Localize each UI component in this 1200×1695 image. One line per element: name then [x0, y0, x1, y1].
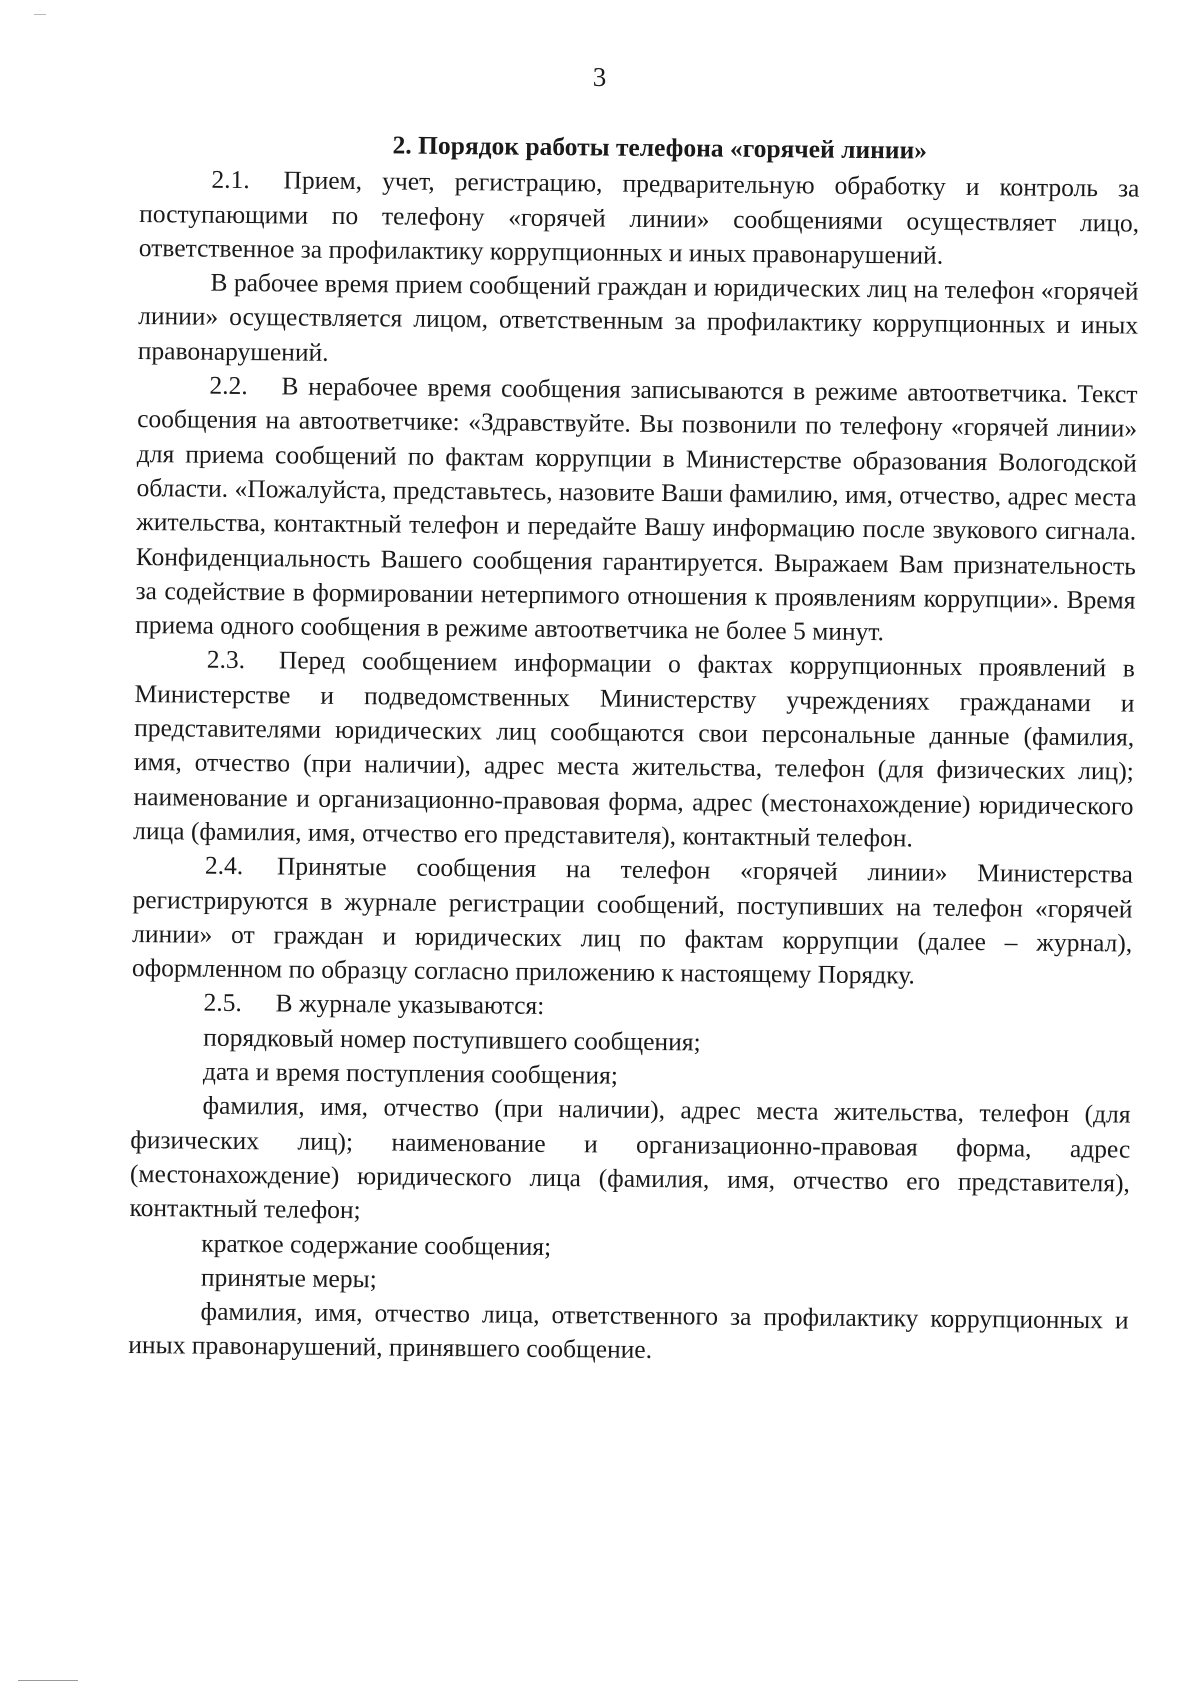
- journal-item: дата и время поступления сообщения;: [202, 1056, 619, 1090]
- document-body: [128, 126, 1140, 1372]
- paragraph-number: 2.2.: [209, 370, 248, 401]
- journal-item: фамилия, имя, отчество (при наличии), адрес места жительства, телефон (для физических лиц); наименование и организационно-правовая форма, адрес (местонахождение) юридического лица (фамилия, имя, отчество его представителя), контактный телефон;: [129, 1090, 1131, 1225]
- scan-edge-mark: [34, 14, 46, 15]
- scan-edge-mark: [18, 1680, 78, 1681]
- journal-item: фамилия, имя, отчество лица, ответственного за профилактику коррупционных и иных правонарушений, принявшего сообщение.: [128, 1296, 1129, 1365]
- paragraph-text: В журнале указываются:: [275, 988, 545, 1021]
- paragraph-number: 2.5.: [203, 988, 242, 1018]
- paragraph-2-1: [139, 162, 1140, 274]
- paragraph-text: Прием, учет, регистрацию, предварительную обработку и контроль за поступающими по телефону «горячей линии» сообщениями осуществляет лицо, ответственное за профилактику коррупционных и иных правонарушений.: [138, 165, 1140, 270]
- paragraph-2-4: [132, 848, 1133, 995]
- journal-item: порядковый номер поступившего сообщения;: [203, 1022, 701, 1057]
- paragraph-number: 2.3.: [206, 645, 246, 675]
- paragraph-number: 2.1.: [211, 164, 250, 195]
- journal-item: краткое содержание сообщения;: [201, 1228, 552, 1261]
- section-title: 2. Порядок работы телефона «горячей линии»: [392, 130, 928, 165]
- page-number: 3: [592, 62, 608, 92]
- paragraph-number: 2.4.: [204, 850, 244, 881]
- paragraph-text: Принятые сообщения на телефон «горячей линии» Министерства регистрируются в журнале регистрации сообщений, поступивших на телефон «горячей линии» от граждан и юридических лиц по фактам коррупции (далее – журнал), оформленном по образцу согласно приложению к настоящему Порядку.: [131, 851, 1134, 990]
- paragraph-2-3: [133, 642, 1135, 857]
- paragraph-text: Перед сообщением информации о фактах коррупционных проявлений в Министерстве и подведомственных Министерству учреждениях гражданами и представителями юридических лиц сообщаются свои персональные данные (фамилия, имя, отчество (при наличии), адрес места жительства, телефон (для физических лиц); наименование и организационно-правовая форма, адрес (местонахождение) юридического лица (фамилия, имя, отчество его представителя), контактный телефон.: [133, 645, 1135, 853]
- paragraph-2-2: [135, 368, 1138, 652]
- paragraph-text: В нерабочее время сообщения записываются в режиме автоответчика. Текст сообщения на автоответчике: «Здравствуйте. Вы позвонили по телефону «горячей линии» для приема сообщений по фактам коррупции в Министерстве образования Вологодской области. «Пожалуйста, представьтесь, назовите Ваши фамилию, имя, отчество, адрес места жительства, контактный телефон и передайте Вашу информацию после звукового сигнала. Конфиденциальность Вашего сообщения гарантируется. Выражаем Вам признательность за содействие в формировании нетерпимого отношения к проявлениям коррупции». Время приема одного сообщения в режиме автоответчика не более 5 минут.: [135, 371, 1138, 647]
- journal-item: принятые меры;: [200, 1262, 377, 1294]
- paragraph-text: В рабочее время прием сообщений граждан и юридических лиц на телефон «горячей линии» осуществляется лицом, ответственным за профилактику коррупционных и иных правонарушений.: [137, 267, 1139, 367]
- paragraph-2-1-continued: [138, 265, 1139, 377]
